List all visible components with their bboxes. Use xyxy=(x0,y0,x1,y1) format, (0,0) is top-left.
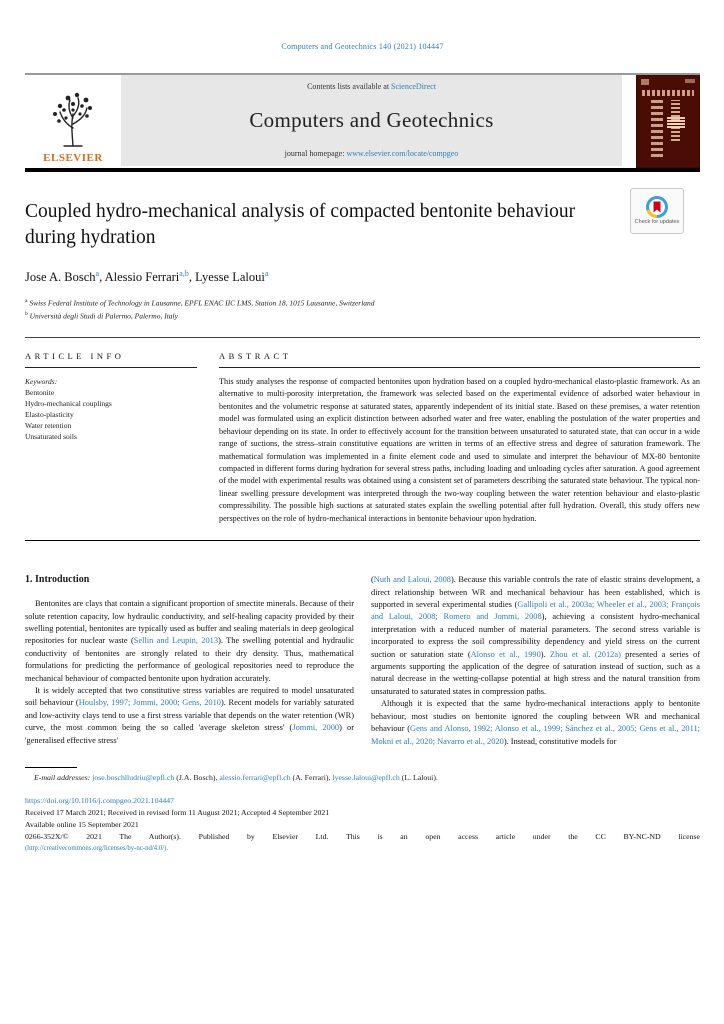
introduction-section xyxy=(25,574,700,748)
paragraph xyxy=(25,598,354,685)
email-addresses-line xyxy=(25,773,700,782)
divider xyxy=(219,367,700,368)
journal-title: Computers and Geotechnics xyxy=(249,107,494,132)
affiliation-line xyxy=(25,309,700,322)
author-affiliation-mark[interactable]: a xyxy=(95,268,100,278)
text-segment: (A. Ferrari), xyxy=(290,772,333,782)
section-divider xyxy=(25,540,700,541)
citation-link[interactable]: Alonso et al., 1990 xyxy=(470,649,541,659)
paragraph xyxy=(371,698,700,748)
cover-decoration xyxy=(651,100,663,157)
text-segment: ). Recent models for variably saturated and low-activity clays tend to use a first stress variable that depends on the water retention (WR) curve, the most common being the so called 'average skeleton stress' ( xyxy=(25,698,354,733)
text-segment: ), achieving a consistent hydro-mechanical interpretation with a reduced number of material parameters. The second stress variable is incorporated to express the soil compressibility dependency and yield stress on the current suction or saturation state ( xyxy=(371,612,700,659)
text-segment: (J.A. Bosch), xyxy=(174,772,220,782)
doi-link[interactable]: https://doi.org/10.1016/j.compgeo.2021.104447 xyxy=(25,795,175,805)
keyword-item: Unsaturated soils xyxy=(25,431,77,441)
elsevier-logo[interactable] xyxy=(25,75,121,166)
keyword-item: Bentonite xyxy=(25,387,55,397)
elsevier-tree-icon xyxy=(42,88,104,152)
text-segment: ). xyxy=(540,649,550,659)
divider xyxy=(25,337,700,338)
citation-header: Computers and Geotechnics 140 (2021) 104447 xyxy=(281,42,444,51)
citation-link[interactable]: Houlsby, 1997; Jommi, 2000; Gens, 2010 xyxy=(78,698,221,708)
citation-link[interactable]: Gallipoli et al., 2003a; Wheeler et al., 2003; François and Laloui, 2008; Romero and Jommi, 2008 xyxy=(371,600,701,622)
contents-lists-line xyxy=(307,82,436,91)
cover-decoration xyxy=(641,79,649,85)
paragraph xyxy=(25,685,354,747)
contents-prefix: Contents lists available at xyxy=(307,82,392,91)
elsevier-wordmark: ELSEVIER xyxy=(43,152,103,164)
available-online-line: Available online 15 September 2021 xyxy=(25,819,139,829)
sciencedirect-link[interactable]: ScienceDirect xyxy=(391,82,436,91)
citation-link[interactable]: jose.boschlludriu@epfl.ch xyxy=(92,772,175,782)
received-dates-line: Received 17 March 2021; Received in revised form 11 August 2021; Accepted 4 September 2021 xyxy=(25,807,330,817)
text-segment: Bentonites are clays that contain a significant proportion of smectite minerals. Because of their solute retention capacity, low hydraulic conductivity, and self-healing capacity provided by their swelling potential, bentonites are typically used as buffer and sealing materials in deep geological repositories for nuclear waste ( xyxy=(25,599,354,646)
bottom-matter xyxy=(25,795,700,854)
text-segment: presented a series of arguments supporting the application of the degree of saturation instead of suction, such as a natural decrease in the wetting-collapse potential at high stress and the natural transition from unsaturated to saturated states in compression paths. xyxy=(371,649,700,696)
citation-link[interactable]: Jommi, 2000 xyxy=(292,723,340,733)
text-segment: ). The swelling potential and hydraulic conductivity of bentonites are strongly related to their dry density. Thus, mathematical formulations for predicting the performance of geological repositories need to reproduce the mechanical behaviour of compacted bentonite upon hydration accurately. xyxy=(25,636,355,683)
keywords-label: Keywords: xyxy=(25,376,58,386)
keyword-item: Elasto-plasticity xyxy=(25,409,74,419)
masthead-rule xyxy=(25,168,700,172)
keyword-item: Water retention xyxy=(25,420,72,430)
text-segment: (L. Laloui). xyxy=(399,772,438,782)
author-line xyxy=(25,269,700,285)
article-title: Coupled hydro-mechanical analysis of compacted bentonite behaviour during hydration xyxy=(25,201,576,249)
author-name: Alessio Ferrari xyxy=(104,269,180,284)
cover-decoration xyxy=(685,79,695,83)
author-separator: , xyxy=(188,269,196,284)
text-segment: E-mail addresses: xyxy=(34,772,93,782)
text-segment: ) or 'generalised effective stress' xyxy=(25,723,354,745)
license-link[interactable]: (http://creativecommons.org/licenses/by-nc-nd/4.0/). xyxy=(25,844,169,852)
citation-link[interactable]: Sellin and Leupin, 2013 xyxy=(133,636,219,646)
affiliation-line xyxy=(25,296,700,309)
right-text-column xyxy=(371,574,700,748)
article-info-column xyxy=(25,351,197,525)
copyright-line: 0266-352X/© 2021 The Author(s). Published by Elsevier Ltd. This is an open access article under the CC BY-NC-ND license xyxy=(25,831,700,841)
citation-link[interactable]: Nuth and Laloui, 2008 xyxy=(373,575,451,585)
affiliation-mark: b xyxy=(25,310,28,317)
affiliations xyxy=(25,296,700,322)
check-updates-label: Check for updates xyxy=(634,219,680,226)
journal-homepage-link[interactable]: www.elsevier.com/locate/compgeo xyxy=(346,149,459,158)
affiliation-text: Università degli Studi di Palermo, Palermo, Italy xyxy=(27,311,178,321)
check-updates-icon xyxy=(646,196,668,218)
citation-link[interactable]: alessio.ferrari@epfl.ch xyxy=(219,772,291,782)
author-affiliation-mark[interactable]: a xyxy=(264,268,269,278)
text-segment: Although it is expected that the same hydro-mechanical interactions apply to bentonite behaviour, most studies on bentonite ignored the coupling between WR and mechanical behaviour ( xyxy=(371,699,700,734)
check-for-updates-badge[interactable] xyxy=(630,188,684,234)
abstract-text: This study analyses the response of compacted bentonites upon hydration based on a coupled hydro-mechanical elasto-plastic framework. As an alternative to multi-porosity interpretation, the framework was selected based on the experimental evidence of adsorbed water behaviour in bentonites and the volumetric response at saturated states, apparently independent of its initial state. Based on these premises, a water retention model was formulated using an explicit distinction between adsorbed water and free water, enabling the postulation of the water properties and behaviour depending on its state. In order to effectively account for the transition between unsaturated to saturated state, that can occur in a wide range of suctions, the stress–strain constitutive equations are written in terms of an effective stress and degree of saturation framework. The mathematical formulation was implemented in a finite element code and used to simulate and interpret the behaviour of MX-80 bentonite compacted in different forms during hydration for several stress paths, including loading and unloading cycles after saturation. A good agreement of the model with experimental results was obtained using a consistent set of parameters describing the saturated state behaviour. The typical non-linear swelling pressure development was interpreted through the two-way coupling between the water retention behaviour and elasto-plastic compressibility. The possible high suctions at saturated states explain the swelling potential after full hydration. Overall, this study offers new perspectives on the role of hydro-mechanical interactions in bentonite behaviour upon hydration. xyxy=(219,376,700,523)
text-segment: It is widely accepted that two constitutive stress variables are required to model unsaturated soil behaviour ( xyxy=(25,686,354,708)
introduction-heading: 1. Introduction xyxy=(25,574,90,586)
abstract-column xyxy=(219,351,700,525)
cover-decoration xyxy=(667,116,685,128)
text-segment: ). Instead, constitutive models for xyxy=(503,736,617,746)
author-name: Jose A. Bosch xyxy=(25,269,96,284)
left-text-column xyxy=(25,574,354,748)
article-info-heading: ARTICLE INFO xyxy=(25,350,125,361)
author-affiliation-mark[interactable]: a,b xyxy=(179,268,189,278)
author-separator: , xyxy=(99,269,105,284)
citation-link[interactable]: lyesse.laloui@epfl.ch xyxy=(332,772,400,782)
journal-cover-thumbnail[interactable] xyxy=(636,75,700,168)
author-name: Lyesse Laloui xyxy=(195,269,265,284)
banner-center xyxy=(121,75,622,166)
paragraph xyxy=(371,574,700,698)
text-segment: ( xyxy=(371,575,374,585)
homepage-line xyxy=(285,149,459,158)
footnote-rule xyxy=(25,767,77,768)
keyword-item: Hydro-mechanical couplings xyxy=(25,398,112,408)
homepage-prefix: journal homepage: xyxy=(284,149,347,158)
affiliation-text: Swiss Federal Institute of Technology in Lausanne, EPFL ENAC IIC LMS, Station 18, 1015 Lausanne, Switzerland xyxy=(27,298,375,308)
affiliation-mark: a xyxy=(25,297,28,304)
abstract-heading: ABSTRACT xyxy=(219,350,292,361)
journal-masthead xyxy=(25,73,700,166)
citation-link[interactable]: Zhou et al. (2012a) xyxy=(550,649,621,659)
footnote-block xyxy=(25,767,700,782)
text-segment: ). Because this variable controls the rate of elastic strains development, a direct relationship between WR and mechanical behaviour has been established, which is supported in several experimental studies ( xyxy=(371,575,700,610)
keywords-list xyxy=(25,387,197,442)
divider xyxy=(25,367,197,368)
cover-decoration xyxy=(642,90,694,96)
citation-link[interactable]: Gens and Alonso, 1992; Alonso et al., 1999; Sánchez et al., 2005; Gens et al., 2011; Mokni et al., 2020; Navarro et al., 2020 xyxy=(371,724,700,746)
